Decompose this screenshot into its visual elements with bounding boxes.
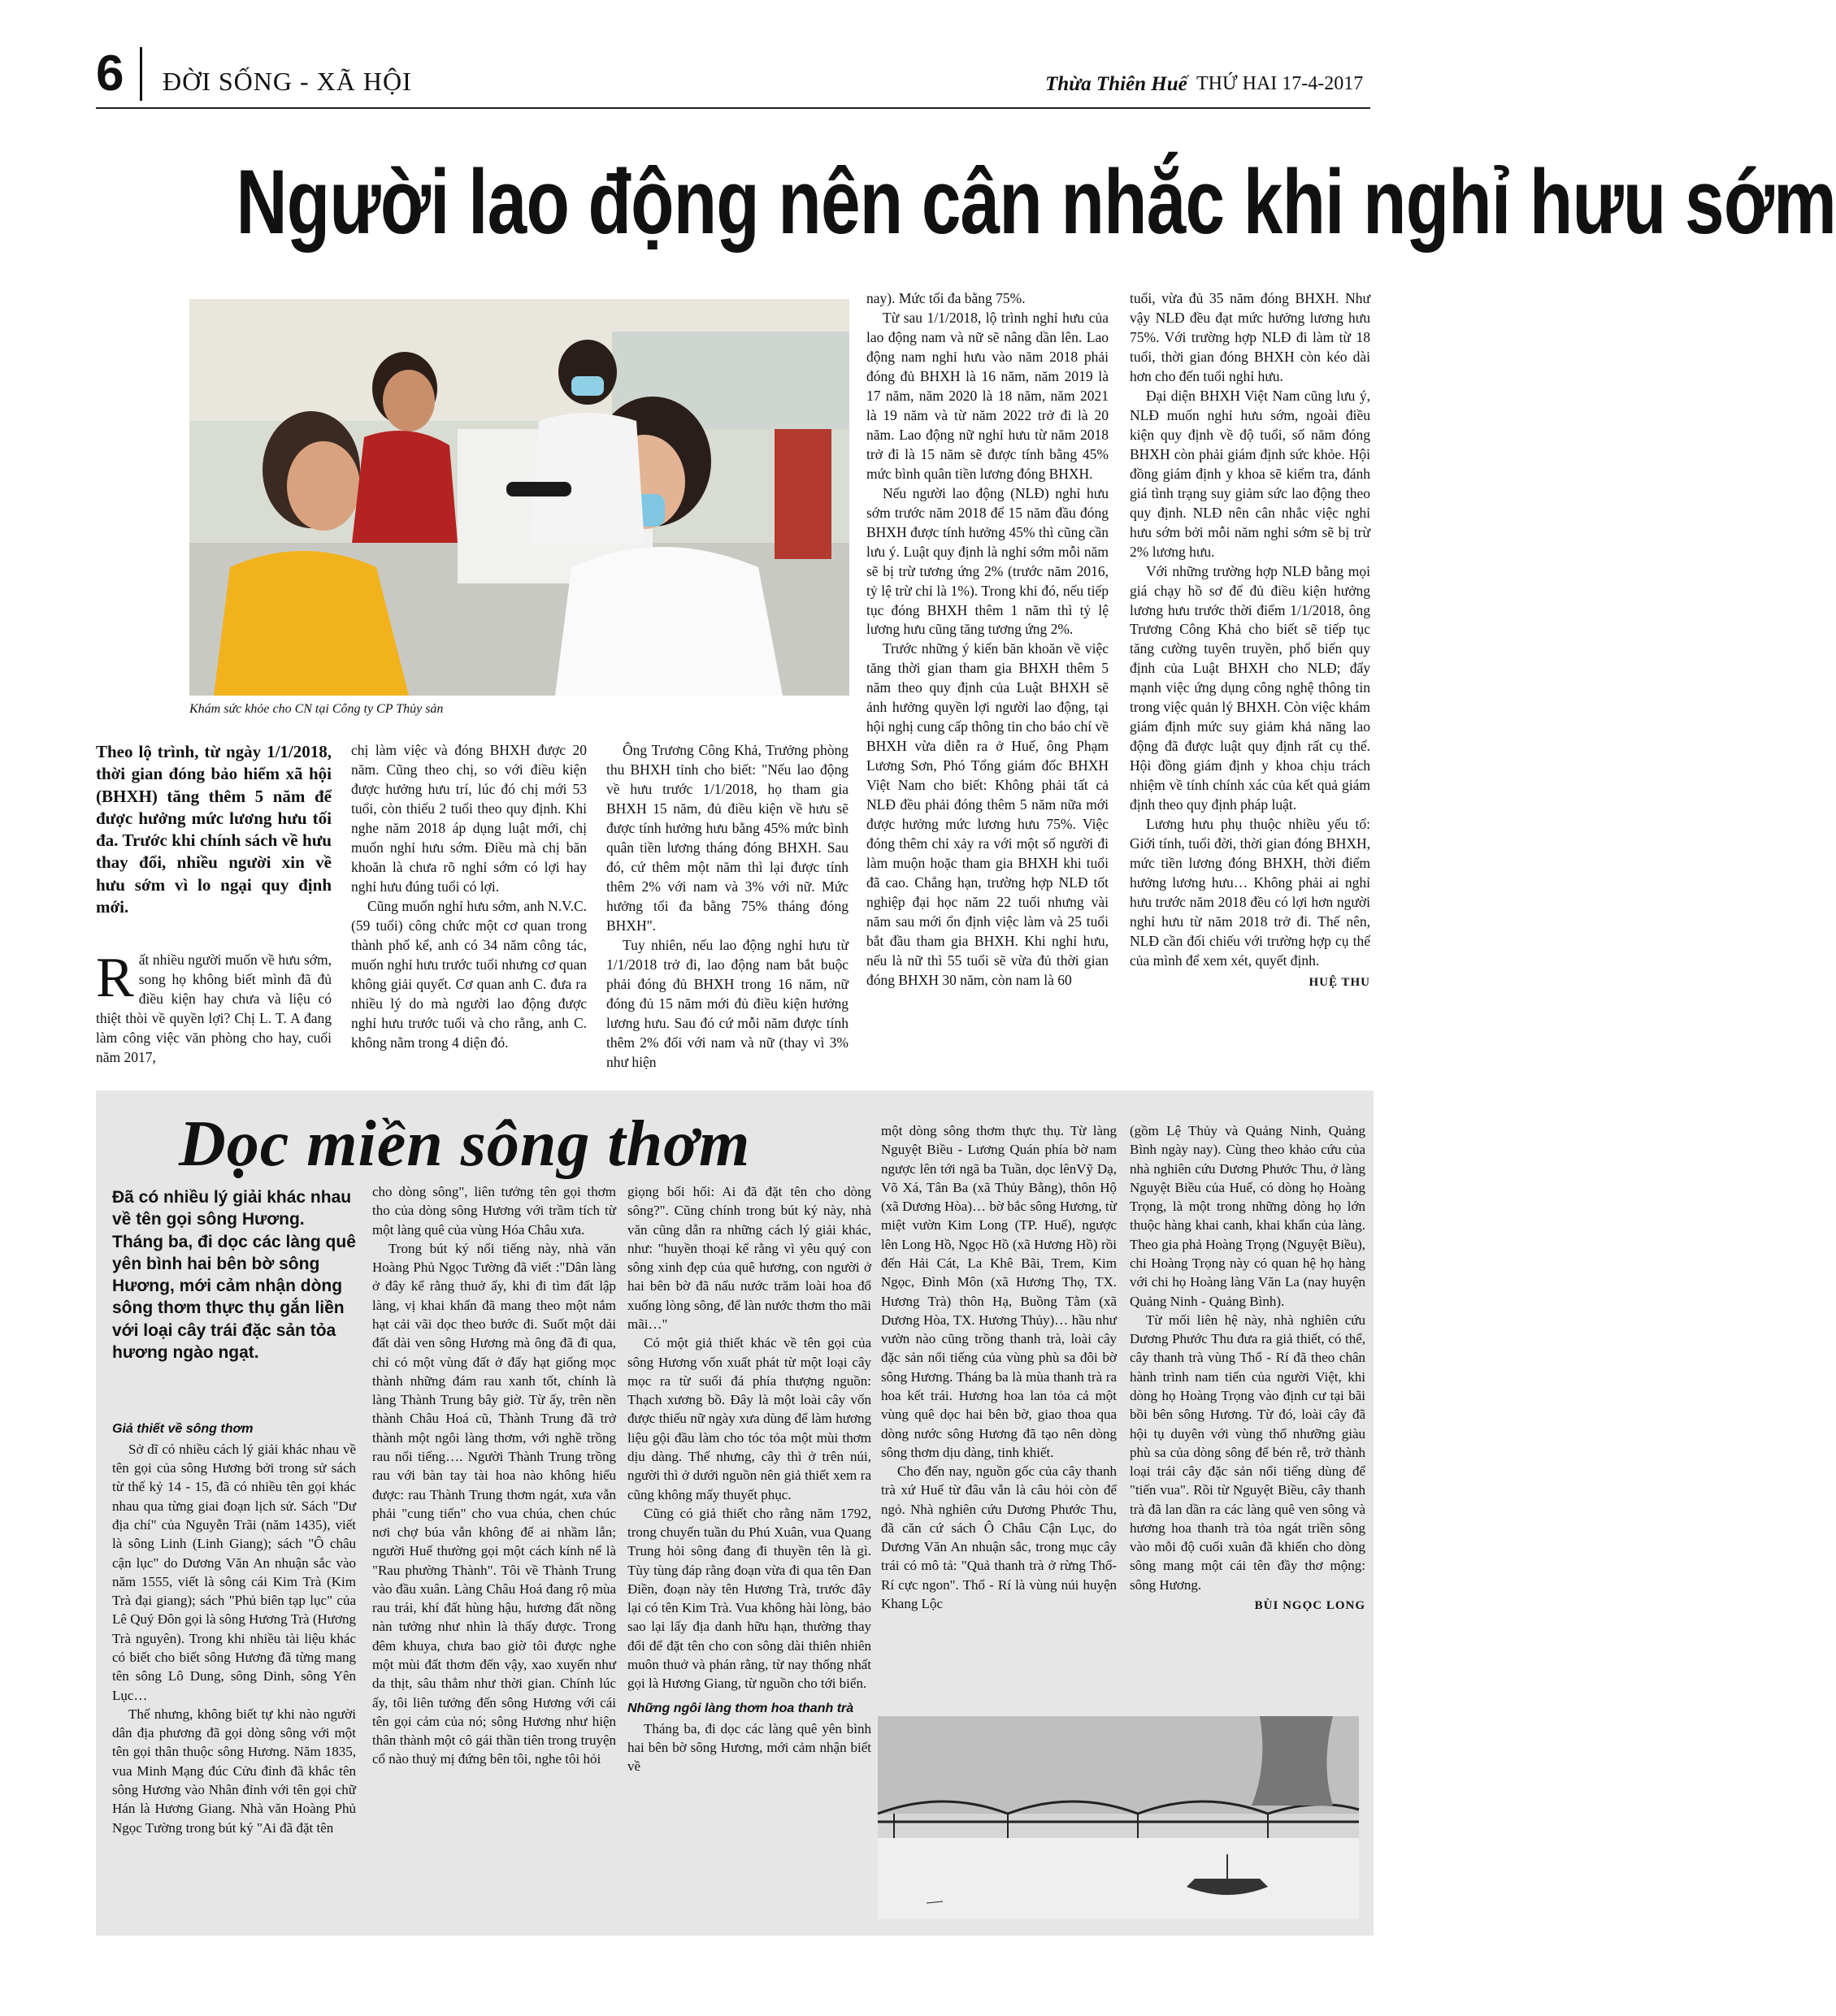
paragraph: (gồm Lệ Thủy và Quảng Ninh, Quảng Bình ngày nay). Cùng theo khảo cứu của nhà nghiên cứu Dương Phước Thu, ở làng Nguyệt Biều của Huế, có dòng họ Hoàng Trọng, là một trong những dòng họ lớn thuộc hàng khai canh, khai khẩn của làng. Theo gia phả Hoàng Trọng (Nguyệt Biều), chi Hoàng Trọng này có quan hệ họ hàng với chi họ Hoàng làng Văn La (nay huyện Quảng Ninh - Quảng Bình). [1130,1123,1365,1309]
paragraph: Từ mối liên hệ này, nhà nghiên cứu Dương Phước Thu đưa ra giả thiết, có thể, cây thanh trà vùng Thổ - Rí đã theo chân hành trình nam tiến của người Việt, khi dòng họ Hoàng Trọng vào định cư tại bãi bồi bên sông Hương. Từ đó, loài cây đã hội tụ duyên với vùng thổ nhưỡng giàu phù sa của dòng sông để bén rễ, trở thành loại trái cây đặc sản nổi tiếng dùng để "tiến vua". Rồi từ Nguyệt Biều, cây thanh trà đã lan dần ra các làng quê ven sông và hương hoa thanh trà tỏa ngát triền sông vào mỗi độ cuối xuân đã khiến cho dòng sông mang một cái tên đầy thơ mộng: sông Hương. [1130,1311,1365,1593]
newspaper-name: Thừa Thiên Huế [1045,73,1187,95]
article1-column-3 [606,741,849,1072]
paragraph: Lương hưu phụ thuộc nhiều yếu tố: Giới tính, tuổi đời, thời gian đóng BHXH, mức tiền lương đóng BHXH, thời điểm hưởng lương hưu… Không phải ai nghỉ hưu trước năm 2018 đều có lợi hơn người nghỉ hưu từ năm 2018 trở đi. Thế nên, NLĐ cần đối chiếu với trường hợp cụ thể của mình để xem xét, quyết định. [1130,816,1370,969]
drop-cap: R [96,947,134,1009]
article2-byline: BÙI NGỌC LONG [1254,1599,1365,1613]
header-divider [140,47,142,101]
paragraph: cho dòng sông", liên tưởng tên gọi thơm tho của dòng sông Hương với trầm tích từ một làng quê của vùng Hóa Châu xưa. [372,1184,616,1238]
paragraph: Trước những ý kiến băn khoăn về việc tăng thời gian tham gia BHXH thêm 5 năm theo quy định của Luật BHXH sẽ ảnh hưởng quyền lợi người lao động, tại hội nghị cung cấp thông tin cho báo chí về BHXH vừa diễn ra ở Huế, ông Phạm Lương Sơn, Phó Tổng giám đốc BHXH Việt Nam cho biết: Không phải tất cả NLĐ đều phải đóng thêm 5 năm nữa mới được hưởng mức lương hưu 75%. Việc đóng thêm chỉ xảy ra với một số người đi làm muộn hoặc tham gia BHXH khi tuổi đã cao. Chẳng hạn, trường hợp NLĐ tốt nghiệp đại học năm 22 tuổi nhưng vài năm sau mới ổn định việc làm và 25 tuổi bắt đầu tham gia BHXH. Khi nghỉ hưu, nếu là nữ thì 55 tuổi sẽ vừa đủ thời gian đóng BHXH 30 năm, còn nam là 60 [866,640,1109,988]
page-number: 6 [96,46,124,102]
article1-photo [189,299,849,696]
article2-column-3 [627,1182,871,1775]
paragraph: một dòng sông thơm thực thụ. Từ làng Nguyệt Biều - Lương Quán phía bờ nam ngược lên tới ngã ba Tuần, dọc lênVỹ Dạ, Võ Xá, Tân Ba (xã Thủy Bằng), thôn Hộ (xã Dương Hòa)… bờ bắc sông Hương, từ miệt vườn Kim Long (TP. Huế), ngược lên Long Hồ, Ngọc Hồ (xã Hương Hồ) rồi đến Hải Cát, La Khê Bãi, Trem, Kim Ngọc, Đình Môn (xã Hương Thọ, TX. Hương Trà) thôn Hạ, Buồng Tằm (xã Dương Hòa, TX. Hương Thủy)… hầu như vườn nào cũng trồng thanh trà, loài cây đặc sản nổi tiếng của vùng phù sa đôi bờ sông Hương. Tháng ba là mùa thanh trà ra hoa kết trái. Hương hoa lan tỏa cả một vùng quê dọc hai bên bờ, giao thoa qua dòng nước sông Hương đã tạo nên dòng sông thơm dịu dàng, tinh khiết. [881,1123,1117,1460]
paragraph: Nếu người lao động (NLĐ) nghỉ hưu sớm trước năm 2018 để 15 năm đầu đóng BHXH được tính hưởng 45% thì cũng cần lưu ý. Luật quy định là nghỉ sớm mỗi năm sẽ bị trừ tương ứng 2% (trước năm 2016, tỷ lệ trừ chỉ là 1%). Trong khi đó, nếu tiếp tục đóng BHXH thêm 1 năm thì tỷ lệ lương hưu cũng tăng tương ứng 2%. [866,484,1109,638]
paragraph: Từ sau 1/1/2018, lộ trình nghỉ hưu của lao động nam và nữ sẽ nâng dần lên. Lao động nam nghỉ hưu vào năm 2018 phải đóng đủ BHXH là 16 năm, năm 2019 là 17 năm, năm 2020 là 18 năm, năm 2021 là 19 năm và từ năm 2022 trở đi là 20 năm. Lao động nữ nghỉ hưu từ năm 2018 trở đi là 15 năm sẽ được tính bằng 45% mức bình quân tiền lương đóng BHXH. [866,309,1109,482]
article2-subhead-1: Giả thiết về sông thơm [112,1422,254,1436]
article2-subhead-2: Những ngôi làng thơm hoa thanh trà [627,1701,854,1715]
article1-byline: HUỆ THU [1309,975,1370,989]
article2-lead: Đã có nhiều lý giải khác nhau về tên gọi sông Hương. Tháng ba, đi dọc các làng quê yên bình hai bên bờ sông Hương, mới cảm nhận dòng sông thơm thực thụ gắn liền với loại cây trái đặc sản tỏa hương ngào ngạt. [112,1188,356,1363]
paragraph: Cho đến nay, nguồn gốc của cây thanh trà xứ Huế từ đâu vẫn là câu hỏi còn để ngỏ. Nhà nghiên cứu Dương Phước Thu, đã căn cứ sách Ô Châu Cận Lục, do Dương Văn An nhuận sắc, trong mục cây trái có mô tả: "Quả thanh trà ở rừng Thổ- Rí cực ngon". Thổ - Rí là vùng núi huyện Khang Lộc [881,1463,1117,1612]
paragraph: Với những trường hợp NLĐ bằng mọi giá chạy hồ sơ để đủ điều kiện hưởng lương hưu trước thời điểm 1/1/2018, ông Trương Công Khả cho biết sẽ tiếp tục tăng cường tuyên truyền, phổ biến quy định của Luật BHXH cho NLĐ; đẩy mạnh việc ứng dụng công nghệ thông tin trong việc quản lý BHXH. Còn việc khám giám định mức suy giảm khả năng lao động đã được luật quy định rất cụ thể. Hội đồng giám định y khoa chịu trách nhiệm về tính chính xác của kết quả giám định theo quy định pháp luật. [1130,562,1370,813]
paragraph: chị làm việc và đóng BHXH được 20 năm. Cũng theo chị, so với điều kiện được hưởng hưu trí, lúc đó chị mới 53 tuổi, còn thiếu 2 tuổi theo quy định. Khi nghe năm 2018 áp dụng luật mới, chị muốn nghỉ hưu sớm. Điều mà chị băn khoăn là chưa rõ nghỉ sớm có lợi hay nghỉ hưu đúng tuổi có lợi. [351,742,587,895]
paragraph: Ông Trương Công Khả, Trưởng phòng thu BHXH tỉnh cho biết: "Nếu lao động về hưu trước 1/1/2018, họ tham gia BHXH 15 năm, đủ điều kiện về hưu sẽ được tính hưởng hưu bằng 45% mức bình quân tiền lương tháng đóng BHXH. Sau đó, cứ thêm một năm thì lại được tính thêm 2% với nam và 3% với nữ. Mức hưởng tối đa bằng 75% tháng đóng BHXH". [606,742,849,934]
article1-column-2 [351,741,587,1053]
article1-headline: Người lao động nên cân nhắc khi nghỉ hưu sớm [236,151,1836,253]
article1-column-4 [866,289,1109,991]
truong-tien-bridge-drawing [878,1716,1359,1919]
article2-column-5 [1130,1121,1365,1615]
article1-col1-text: ất nhiều người muốn về hưu sớm, song họ không biết mình đã đủ điều kiện hay chưa và liệu có thiệt thòi về quyền lợi? Chị L. T. A đang làm công việc văn phòng cho hay, cuối năm 2017, [96,952,332,1065]
section-title: ĐỜI SỐNG - XÃ HỘI [163,67,412,96]
paragraph: Tuy nhiên, nếu lao động nghỉ hưu từ 1/1/2018 trở đi, lao động nam bắt buộc phải đóng đủ BHXH trong 16 năm, nữ đóng đủ 15 năm mới đủ điều kiện hưởng lương hưu. Sau đó cứ mỗi năm được tính thêm 2% đối với nam và nữ (thay vì 3% như hiện [606,936,849,1070]
paragraph: Cũng có giả thiết cho rằng năm 1792, trong chuyến tuần du Phú Xuân, vua Quang Trung hỏi sông đang đi thuyền tên là gì. Tùy tùng đáp rằng đoạn vừa đi qua tên Đan Điền, đoạn này tên Hương Trà, trước đây lại có tên Kim Trà. Vua không hài lòng, bảo sao lại lấy địa danh hữu hạn, thường thay đổi để đặt tên cho con sông dài thiên nhiên muôn thuở và phán rằng, từ nay thống nhất gọi là Hương Giang, từ nguồn cho tới biển. [627,1505,871,1692]
article1-lead: Theo lộ trình, từ ngày 1/1/2018, thời gian đóng bảo hiểm xã hội (BHXH) tăng thêm 5 năm để được hưởng mức lương hưu tối đa. Trước khi chính sách về hưu thay đổi, nhiều người xin về hưu sớm vì lo ngại quy định mới. [96,742,332,917]
paragraph: Thế nhưng, không biết tự khi nào người dân địa phương đã gọi dòng sông với một tên gọi thân thuộc sông Hương. Năm 1835, vua Minh Mạng đúc Cửu đỉnh đã khắc tên sông Hương vào Nhân đỉnh với tên gọi chữ Hán là Hương Giang. Nhà văn Hoàng Phủ Ngọc Tường trong bút ký "Ai đã đặt tên [112,1706,356,1836]
paragraph: Tháng ba, đi dọc các làng quê yên bình hai bên bờ sông Hương, mới cảm nhận biết về [627,1720,871,1775]
paragraph: Cũng muốn nghỉ hưu sớm, anh N.V.C. (59 tuổi) công chức một cơ quan trong thành phố kể, anh có 34 năm công tác, muốn nghỉ hưu trước tuổi nhưng cơ quan không giải quyết. Cơ quan anh C. đưa ra nhiều lý do mà người lao động được nghỉ hưu trước tuổi và cho rằng, anh C. không nằm trong 4 diện đó. [351,897,587,1051]
paragraph: Sở dĩ có nhiều cách lý giải khác nhau về tên gọi của sông Hương bởi trong sử sách từ thế kỷ 14 - 15, đã có nhiều tên gọi khác nhau qua từng giai đoạn lịch sử. Sách "Dư địa chí" của Nguyễn Trãi (năm 1435), viết là sông Linh (Linh Giang); sách "Ô châu cận lục" do Dương Văn An nhuận sắc vào năm 1555, viết là sông cái Kim Trà (Kim Trà đại giang); sách "Phủ biên tạp lục" của Lê Quý Đôn gọi là sông Hương Trà (Hương Trà nguyên). Trong khi nhiều tài liệu khác có biết cho biết sông Hương đã từng mang tên sông Lô Dung, sông Dinh, sông Yên Lục… [112,1441,356,1703]
article2-column-4 [881,1121,1117,1613]
article1-column-1 [96,947,332,1068]
paragraph: Trong bút ký nổi tiếng này, nhà văn Hoàng Phủ Ngọc Tường đã viết :"Dân làng ở đây kể rằng thuở ấy, khi đi tìm đất lập làng, vị khai khẩn đã mang theo một nắm hạt cải vãi dọc theo bước đi. Suốt một dải đất dài ven sông Hương mà ông đã đi qua, chỉ có một vùng đất ở đấy hạt giống mọc thành những đám rau xanh tốt, chính là làng Thành Trung bây giờ. Từ ấy, trên nền thành Châu Hoá cũ, Thành Trung đã trở thành một ngôi làng thơm, với nghề trồng rau nổi tiếng…. Người Thành Trung trồng rau với bàn tay tài hoa nào không hiểu được: rau Thành Trung thơm ngát, xưa vẫn phải "cung tiến" cho vua chúa, chen chúc nơi chợ búa vẫn không để ai nhầm lẫn; người Huế thường gọi một cách kính nể là "Rau phường Thành". Tôi về Thành Trung vào đầu xuân. Làng Châu Hoá đang rộ mùa rau trái, khí đất hùng hậu, hương đất nồng nàn tưởng như nhìn là thấy được. Trong đêm khuya, chưa bao giờ tôi được nghe một mùi đất thơm đến vậy, xao xuyến như da thịt, sâu thẳm như thời gian. Chính lúc ấy, tôi liên tưởng đến sông Hương với cái tên gọi cảm của nó; sông Hương như hiện thân thành một cô gái thần tiên trong truyện cổ nào thuỷ mị đứng bên tôi, nghe tôi hỏi [372,1240,616,1767]
photo-caption: Khám sức khỏe cho CN tại Công ty CP Thủy sản [189,702,444,716]
article2-headline: Dọc miền sông thơm [179,1108,751,1180]
paragraph: Đại diện BHXH Việt Nam cũng lưu ý, NLĐ muốn nghỉ hưu sớm, ngoài điều kiện quy định về độ tuổi, số năm đóng BHXH còn phải giám định sức khỏe. Hội đồng giám định y khoa sẽ kiểm tra, đánh giá tình trạng suy giảm sức lao động theo quy định. NLĐ nên cân nhắc việc nghỉ hưu sớm bởi mỗi năm nghỉ sớm sẽ bị trừ 2% lương hưu. [1130,387,1370,560]
river-bridge-illustration [878,1716,1359,1919]
paragraph: giọng bối hối: Ai đã đặt tên cho dòng sông?". Cũng chính trong bút ký này, nhà văn cũng dẫn ra những cách lý giải khác, như: "huyền thoại kể rằng vì yêu quý con sông xinh đẹp của quê hương, con người ở hai bên bờ đã nấu nước trăm loài hoa đổ xuống lòng sông, để làn nước thơm tho mãi mãi…" [627,1184,871,1332]
article2-column-1 [112,1414,356,1837]
issue-date: THỨ HAI 17-4-2017 [1196,73,1364,94]
health-check-photo-illustration [189,299,849,696]
paragraph: Có một giả thiết khác về tên gọi của sông Hương vốn xuất phát từ một loại cây mọc ra từ suối đá phía thượng nguồn: Thạch xương bồ. Đây là một loài cây vốn được thiếu nữ ngày xưa dùng để làm hương liệu gội đầu làm cho tóc tỏa một mùi thơm dịu dàng. Thế nhưng, cây thì ở trên núi, người thì ở dưới nguồn nên giả thiết xem ra cũng không mấy thuyết phục. [627,1335,871,1502]
paragraph: tuổi, vừa đủ 35 năm đóng BHXH. Như vậy NLĐ đều đạt mức hưởng lương hưu 75%. Với trường hợp NLĐ đi làm từ 18 tuổi, thời gian đóng BHXH còn kéo dài hơn cho đến tuổi nghỉ hưu. [1130,290,1370,384]
paragraph: nay). Mức tối đa bằng 75%. [866,290,1026,306]
article1-column-5 [1130,289,1370,991]
header-rule [96,107,1370,109]
article2-column-2 [372,1182,616,1769]
